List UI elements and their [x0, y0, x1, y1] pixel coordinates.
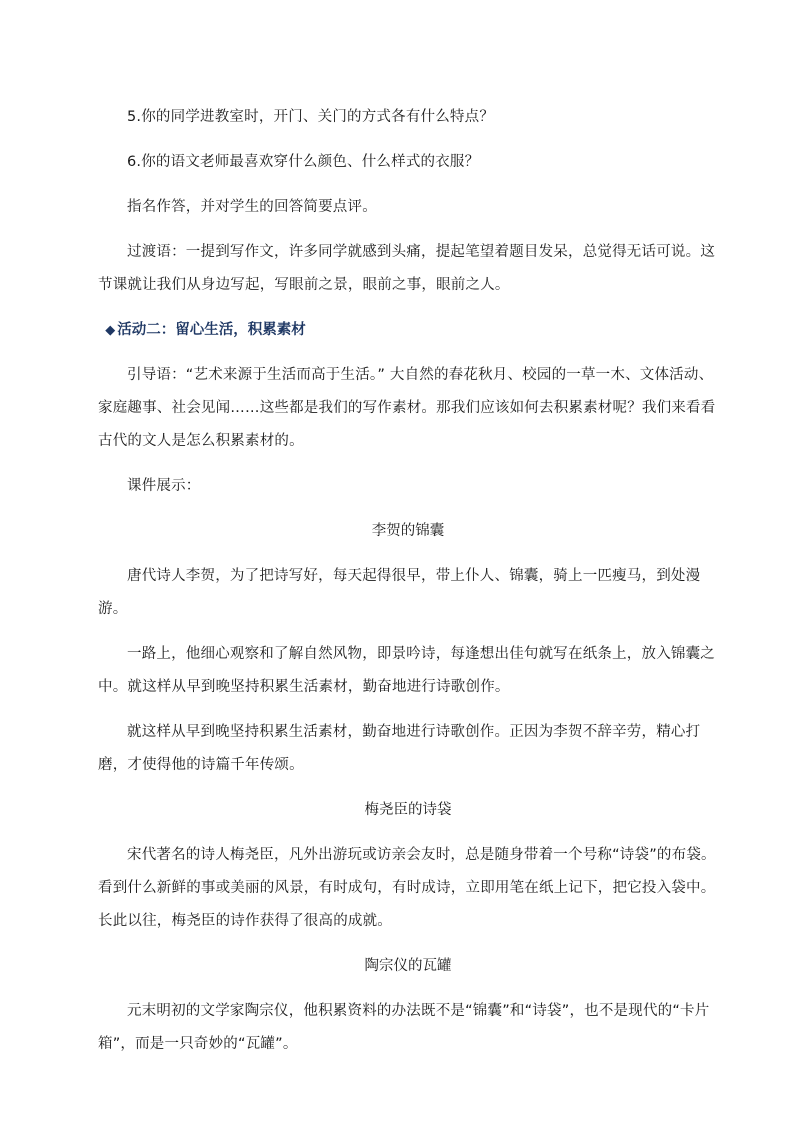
story-1-paragraph-3: 就这样从早到晚坚持积累生活素材，勤奋地进行诗歌创作。正因为李贺不辞辛劳，精心打磨，才使得他的诗篇千年传颂。	[98, 724, 701, 773]
question-6: 6.你的语文老师最喜欢穿什么颜色、什么样式的衣服？	[127, 154, 480, 170]
guide-paragraph: 引导语：“艺术来源于生活而高于生活。” 大自然的春花秋月、校园的一草一木、文体活动、家庭趣事、社会见闻……这些都是我们的写作素材。那我们应该如何去积累素材呢？我们来看看古代的文人是怎么积累素材的。	[98, 367, 716, 449]
story-1-paragraph-2: 一路上，他细心观察和了解自然风物，即景吟诗，每逢想出佳句就写在纸条上，放入锦囊之中。就这样从早到晚坚持积累生活素材，勤奋地进行诗歌创作。	[98, 646, 715, 695]
story-3-title: 陶宗仪的瓦罐	[364, 958, 452, 974]
activity-2-heading-text: 活动二：留心生活，积累素材	[117, 322, 306, 338]
story-1-title: 李贺的锦囊	[371, 523, 445, 539]
diamond-icon: ◆	[105, 323, 116, 338]
courseware-label: 课件展示：	[127, 478, 201, 494]
story-1-paragraph-1: 唐代诗人李贺，为了把诗写好，每天起得很早，带上仆人、锦囊，骑上一匹瘦马，到处漫游。	[98, 568, 701, 617]
activity-2-heading	[98, 314, 718, 347]
story-2-paragraph-1: 宋代著名的诗人梅尧臣，凡外出游玩或访亲会友时，总是随身带着一个号称“诗袋”的布袋。看到什么新鲜的事或美丽的风景，有时成句，有时成诗，立即用笔在纸上记下，把它投入袋中。长此以往，梅尧臣的诗作获得了很高的成就。	[98, 847, 716, 929]
story-2-title: 梅尧臣的诗袋	[364, 802, 452, 818]
document-body	[98, 101, 718, 1073]
answer-note: 指名作答，并对学生的回答简要点评。	[127, 199, 377, 215]
question-5: 5.你的同学进教室时，开门、关门的方式各有什么特点？	[127, 109, 495, 125]
transition-paragraph: 过渡语：一提到写作文，许多同学就感到头痛，提起笔望着题目发呆，总觉得无话可说。这节课就让我们从身边写起，写眼前之景，眼前之事，眼前之人。	[98, 244, 715, 293]
story-3-paragraph-1: 元末明初的文学家陶宗仪，他积累资料的办法既不是“锦囊”和“诗袋”，也不是现代的“卡片箱”，而是一只奇妙的“瓦罐”。	[98, 1003, 710, 1052]
